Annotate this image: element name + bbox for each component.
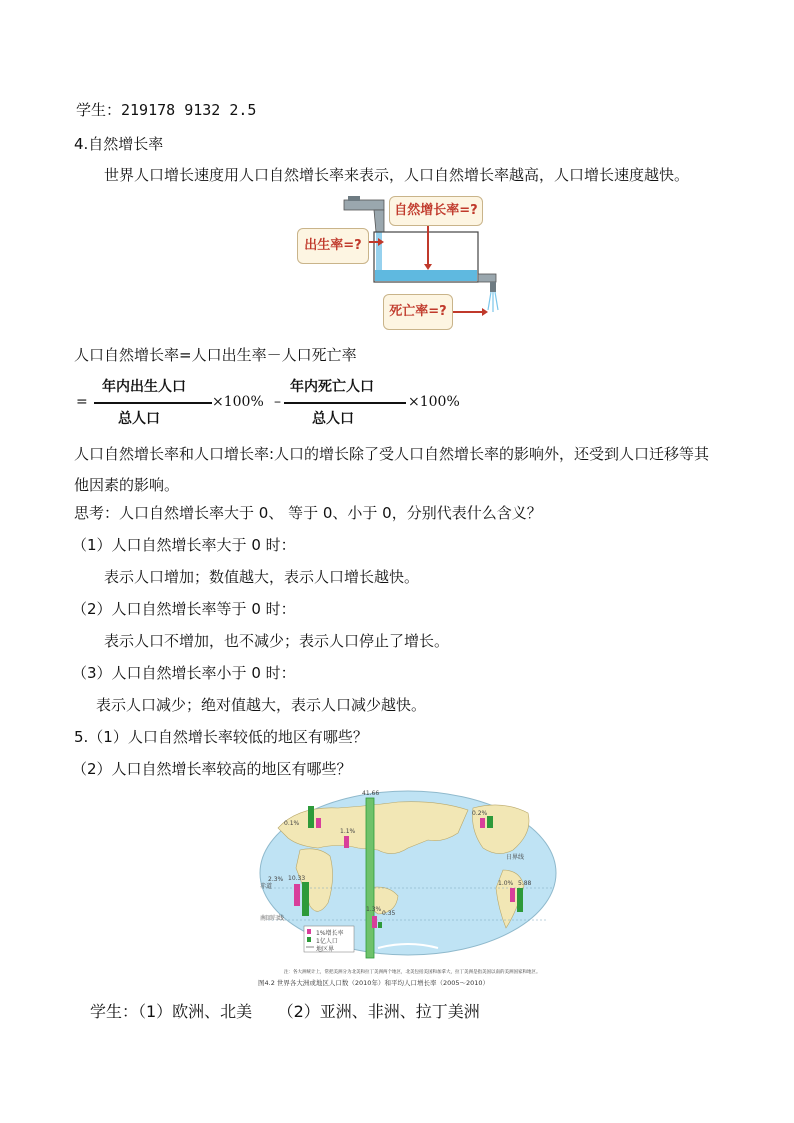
label-latam-pop: 5.88 <box>518 880 532 887</box>
formula-line: 人口自然增长率=人口出生率－人口死亡率 <box>74 346 357 364</box>
student-answer-2: 学生：（1）欧洲、北美 （2）亚洲、非洲、拉丁美洲 <box>90 1002 480 1021</box>
legend-pop: 1亿人口 <box>316 938 338 945</box>
fraction-bar-1 <box>94 402 212 404</box>
rate-bar-latin-america <box>510 888 515 902</box>
pop-bar-oceania <box>378 922 382 928</box>
section-4-title: 4.自然增长率 <box>74 135 164 153</box>
label-asia-rate: 1.1% <box>340 828 356 835</box>
rate-bar-africa <box>294 884 300 906</box>
question-5b: （2）人口自然增长率较高的地区有哪些？ <box>72 760 352 778</box>
map-caption: 图4.2 世界各大洲或地区人口数（2010年）和平均人口增长率（2005～2010） <box>258 979 490 987</box>
world-population-map <box>258 788 558 987</box>
label-latam-rate: 1.0% <box>498 880 514 887</box>
formula-equals: = <box>76 394 88 410</box>
label-tropic: 南回归线 <box>260 915 285 922</box>
natural-rate-label: 自然增长率=? <box>389 196 483 226</box>
birth-rate-label: 出生率=? <box>297 228 369 264</box>
pop-bar-africa <box>302 882 309 916</box>
birth-numerator: 年内出生人口 <box>102 379 186 395</box>
rate-bar-europe <box>316 818 321 828</box>
times-100-1: ×100% <box>212 394 264 410</box>
migration-paragraph: 人口自然增长率和人口增长率:人口的增长除了受人口自然增长率的影响外，还受到人口迁移等其他因素的影响。 <box>74 445 710 494</box>
label-northam-rate: 0.2% <box>472 810 488 817</box>
rate-bar-north-america <box>480 818 485 828</box>
legend-rate: 1%增长率 <box>316 930 344 937</box>
question-3: （3）人口自然增长率小于 0 时： <box>72 664 296 682</box>
intro-paragraph: 世界人口增长速度用人口自然增长率来表示，人口自然增长率越高，人口增长速度越快。 <box>104 166 690 184</box>
pop-bar-latin-america <box>517 888 523 912</box>
answer-3: 表示人口减少；绝对值越大，表示人口减少越快。 <box>96 696 427 714</box>
pop-bar-asia <box>366 798 374 958</box>
times-100-2: ×100% <box>408 394 460 410</box>
student-answer-1: 学生：219178 9132 2.5 <box>76 101 257 119</box>
label-dateline: 日界线 <box>506 854 525 861</box>
answer-1: 表示人口增加；数值越大，表示人口增长越快。 <box>104 568 420 586</box>
rate-bar-asia <box>344 836 349 848</box>
think-question: 思考：人口自然增长率大于 0、 等于 0、小于 0，分别代表什么含义？ <box>74 504 542 522</box>
fraction-bar-2 <box>284 402 406 404</box>
formula-minus: – <box>274 394 281 410</box>
death-rate-label: 死亡率=? <box>383 294 453 330</box>
label-oceania-pop: 0.35 <box>382 910 396 917</box>
label-equator: 赤道 <box>260 883 273 890</box>
pop-bar-europe <box>308 806 314 828</box>
pop-bar-north-america <box>487 816 493 828</box>
question-2: （2）人口自然增长率等于 0 时： <box>72 600 296 618</box>
legend-boundary: 地区界 <box>316 946 335 953</box>
map-note: 注：各大洲统计上，常把美洲分为北美和拉丁美洲两个地区，北美包括美国和加拿大，拉丁美洲是指美国以南的美洲国家和地区。 <box>284 970 541 975</box>
question-1: （1）人口自然增长率大于 0 时： <box>72 536 296 554</box>
label-oceania-rate: 1.3% <box>366 906 382 913</box>
label-europe-rate: 0.1% <box>284 820 300 827</box>
rate-bar-oceania <box>372 916 377 928</box>
label-africa-pop: 10.33 <box>288 875 306 882</box>
death-numerator: 年内死亡人口 <box>290 379 374 395</box>
death-denominator: 总人口 <box>312 411 354 427</box>
question-5a: 5.（1）人口自然增长率较低的地区有哪些？ <box>74 728 368 746</box>
birth-denominator: 总人口 <box>118 411 160 427</box>
label-4166: 41.66 <box>362 790 380 797</box>
formula <box>72 372 472 432</box>
label-africa-rate: 2.3% <box>268 876 284 883</box>
answer-2: 表示人口不增加，也不减少；表示人口停止了增长。 <box>104 632 450 650</box>
